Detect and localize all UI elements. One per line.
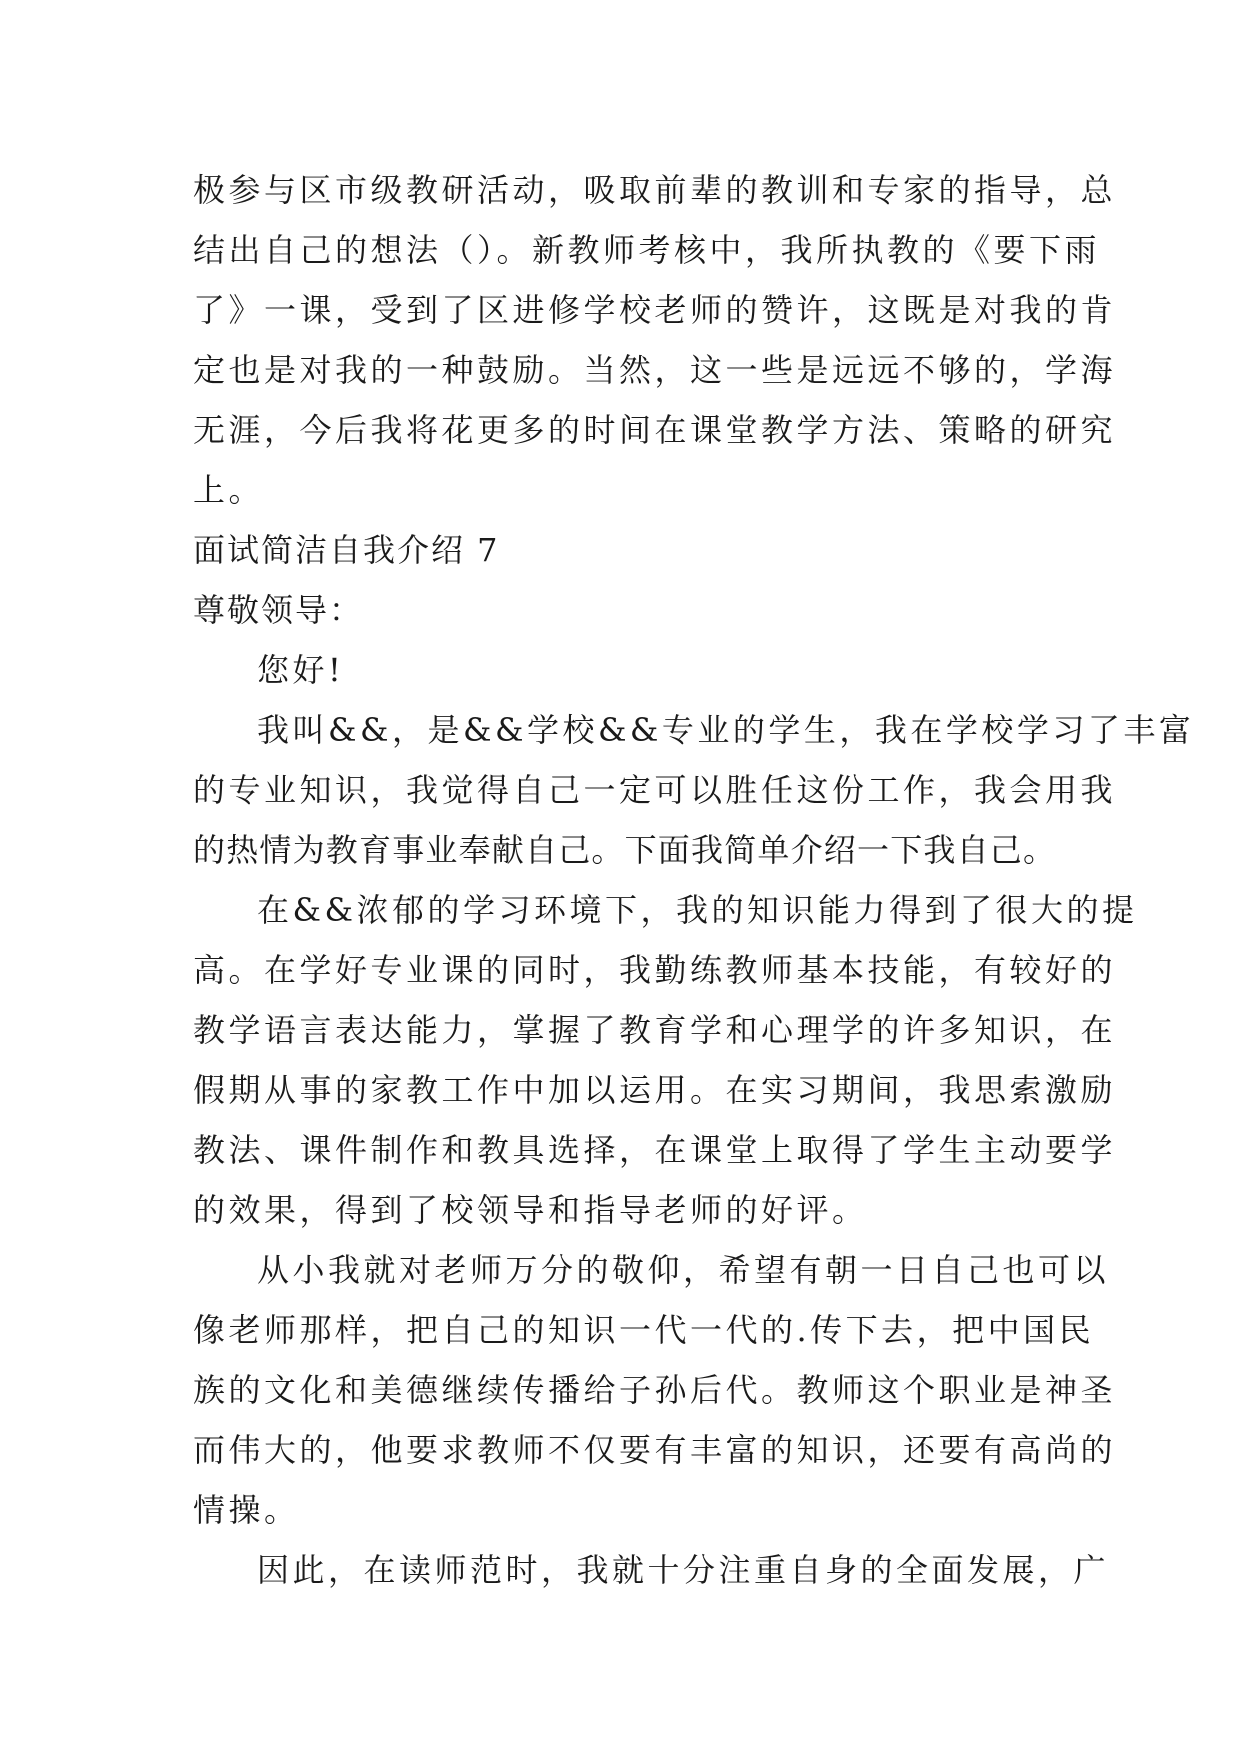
text-line: 极参与区市级教研活动，吸取前辈的教训和专家的指导，总 (193, 171, 1117, 209)
paragraph-start: 因此，在读师范时，我就十分注重自身的全面发展，广 (257, 1551, 1110, 1589)
salutation: 尊敬领导： (193, 591, 364, 629)
text-line: 定也是对我的一种鼓励。当然，这一些是远远不够的，学海 (193, 351, 1117, 389)
text-line: 的专业知识，我觉得自己一定可以胜任这份工作，我会用我 (193, 771, 1117, 809)
text-line: 结出自己的想法（）。新教师考核中，我所执教的《要下雨 (193, 231, 1101, 269)
section-heading: 面试简洁自我介绍 7 (193, 531, 500, 569)
text-line: 无涯，今后我将花更多的时间在课堂教学方法、策略的研究 (193, 411, 1117, 449)
text-line: 情操。 (193, 1491, 300, 1529)
text-line: 教学语言表达能力，掌握了教育学和心理学的许多知识，在 (193, 1011, 1117, 1049)
text-line: 的效果，得到了校领导和指导老师的好评。 (193, 1191, 868, 1229)
text-line: 高。在学好专业课的同时，我勤练教师基本技能，有较好的 (193, 951, 1117, 989)
text-line: 族的文化和美德继续传播给子孙后代。教师这个职业是神圣 (193, 1371, 1117, 1409)
text-line: 而伟大的，他要求教师不仅要有丰富的知识，还要有高尚的 (193, 1431, 1117, 1469)
text-line: 的热情为教育事业奉献自己。下面我简单介绍一下我自己。 (193, 831, 1057, 869)
paragraph-start: 我叫&&，是&&学校&&专业的学生，我在学校学习了丰富 (257, 711, 1195, 749)
text-line: 教法、课件制作和教具选择，在课堂上取得了学生主动要学 (193, 1131, 1117, 1169)
paragraph-start: 从小我就对老师万分的敬仰，希望有朝一日自己也可以 (257, 1251, 1110, 1289)
text-line: 假期从事的家教工作中加以运用。在实习期间，我思索激励 (193, 1071, 1117, 1109)
text-line: 了》一课，受到了区进修学校老师的赞许，这既是对我的肯 (193, 291, 1117, 329)
document-page (193, 160, 1195, 1600)
greeting: 您好! (257, 651, 345, 689)
paragraph-start: 在&&浓郁的学习环境下，我的知识能力得到了很大的提 (257, 891, 1138, 929)
text-line: 像老师那样，把自己的知识一代一代的.传下去，把中国民 (193, 1311, 1095, 1349)
text-line: 上。 (193, 471, 265, 509)
